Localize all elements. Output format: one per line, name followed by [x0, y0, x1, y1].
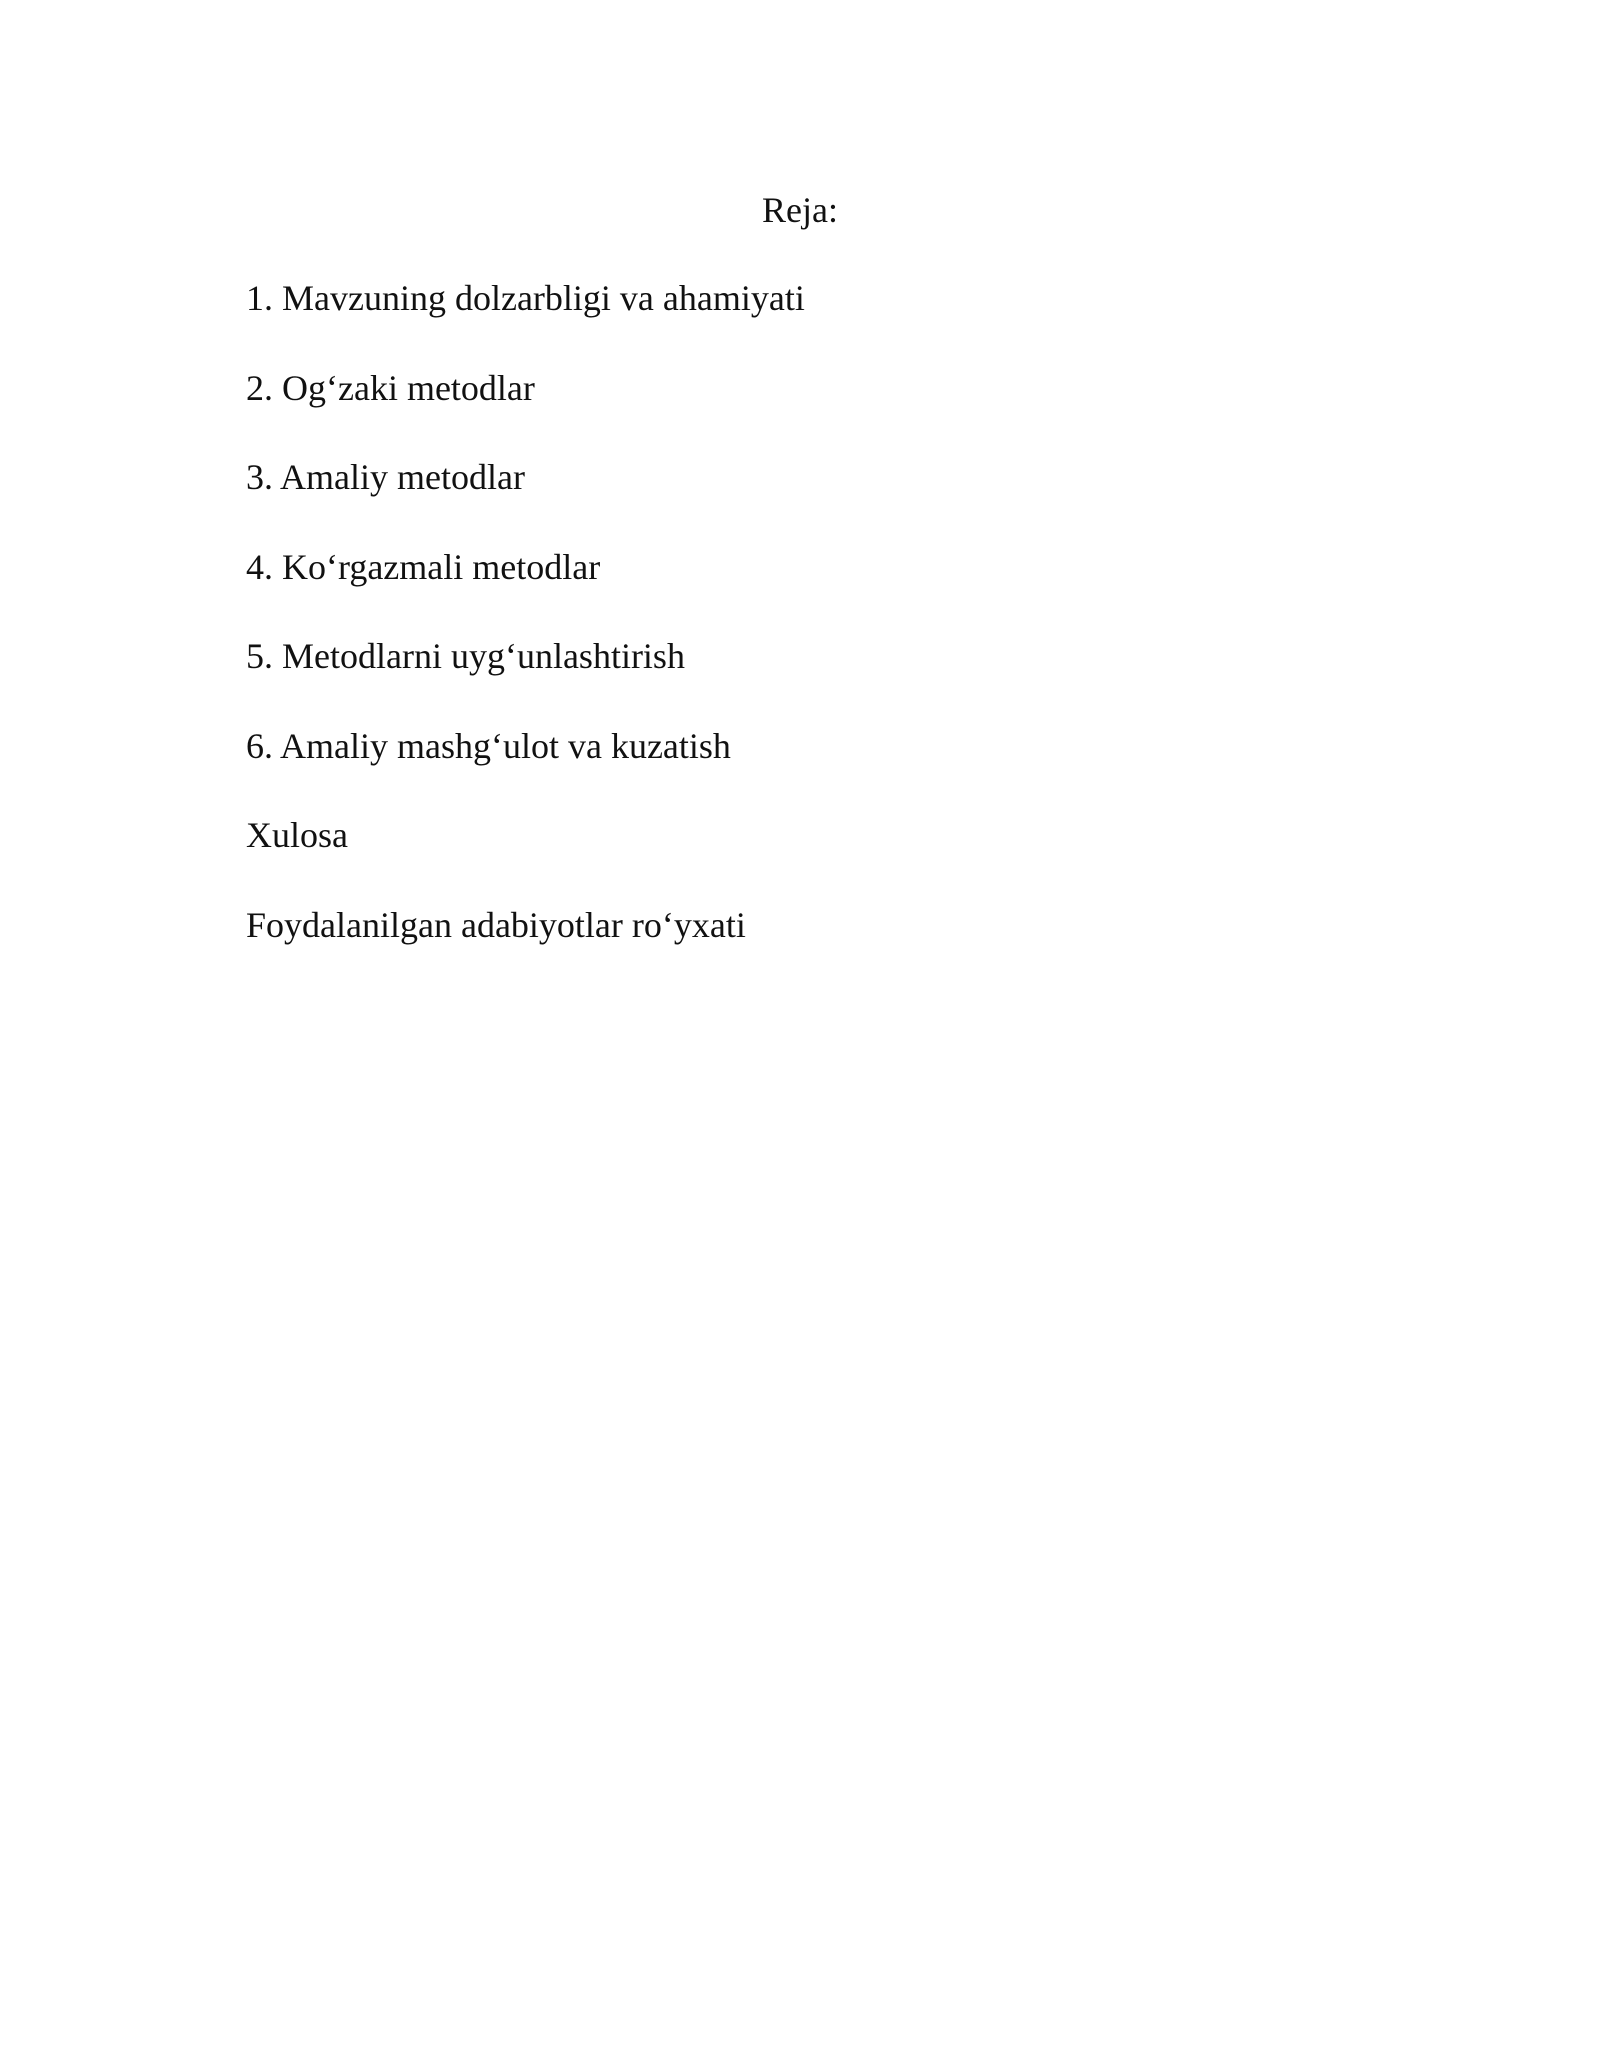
plan-item-6: 6. Amaliy mashg‘ulot va kuzatish	[246, 725, 731, 766]
title-text: Reja:	[762, 190, 838, 230]
plan-item-4: 4. Ko‘rgazmali metodlar	[246, 546, 601, 587]
plan-item-references: Foydalanilgan adabiyotlar ro‘yxati	[246, 904, 746, 945]
plan-item-3: 3. Amaliy metodlar	[246, 457, 525, 497]
page-title	[0, 186, 1600, 234]
plan-item-5: 5. Metodlarni uyg‘unlashtirish	[246, 636, 685, 676]
plan-list	[246, 274, 805, 990]
plan-item-2: 2. Og‘zaki metodlar	[246, 367, 535, 408]
plan-item-1: 1. Mavzuning dolzarbligi va ahamiyati	[246, 278, 805, 318]
plan-item-conclusion: Xulosa	[246, 815, 348, 855]
